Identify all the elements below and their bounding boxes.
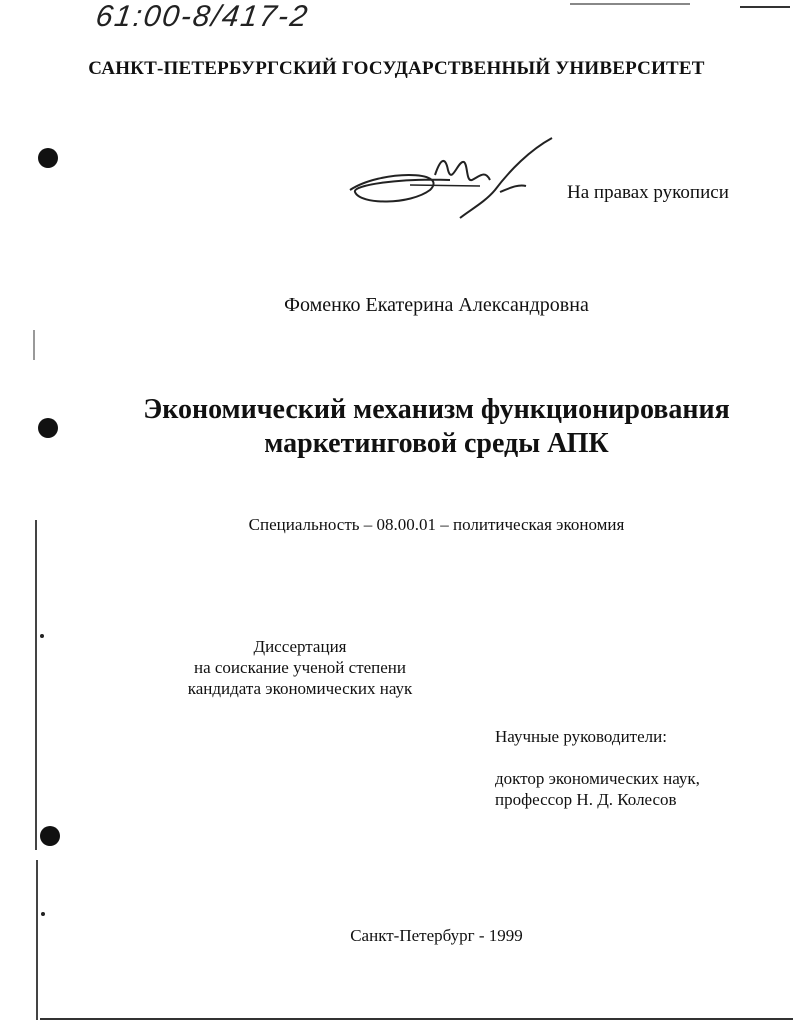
author-name: Фоменко Екатерина Александровна bbox=[284, 294, 589, 316]
dissertation-line-2: на соискание ученой степени bbox=[193, 658, 407, 677]
dissertation-line-1: Диссертация bbox=[253, 637, 347, 656]
title-line-1: Экономический механизм функционирования bbox=[143, 394, 730, 425]
advisor-line-1: доктор экономических наук, bbox=[495, 769, 700, 788]
advisor-line-2: профессор Н. Д. Колесов bbox=[495, 790, 677, 809]
scan-speck bbox=[41, 912, 45, 916]
scan-margin-line bbox=[35, 520, 37, 850]
binder-hole-3 bbox=[40, 826, 60, 846]
scan-top-edge bbox=[740, 6, 790, 8]
signature-image bbox=[340, 130, 560, 225]
dissertation-line-3: кандидата экономических наук bbox=[187, 679, 413, 698]
specialty: Специальность – 08.00.01 – политическая экономия bbox=[248, 515, 625, 534]
dissertation-title bbox=[0, 393, 793, 461]
scan-bottom-edge bbox=[40, 1018, 793, 1020]
scan-margin-line bbox=[33, 330, 35, 360]
advisors bbox=[495, 768, 700, 810]
university-name: САНКТ-ПЕТЕРБУРГСКИЙ ГОСУДАРСТВЕННЫЙ УНИВЕРСИТЕТ bbox=[88, 58, 705, 79]
rights-note: На правах рукописи bbox=[567, 182, 729, 203]
city-year: Санкт-Петербург - 1999 bbox=[350, 926, 523, 945]
advisors-label: Научные руководители: bbox=[495, 727, 667, 746]
dissertation-degree bbox=[120, 636, 480, 699]
scan-top-edge bbox=[570, 3, 690, 5]
title-line-2: маркетинговой среды АПК bbox=[264, 428, 609, 459]
scan-speck bbox=[40, 634, 44, 638]
handwritten-registration-number: 61:00-8/417-2 bbox=[93, 0, 312, 33]
binder-hole-1 bbox=[38, 148, 58, 168]
